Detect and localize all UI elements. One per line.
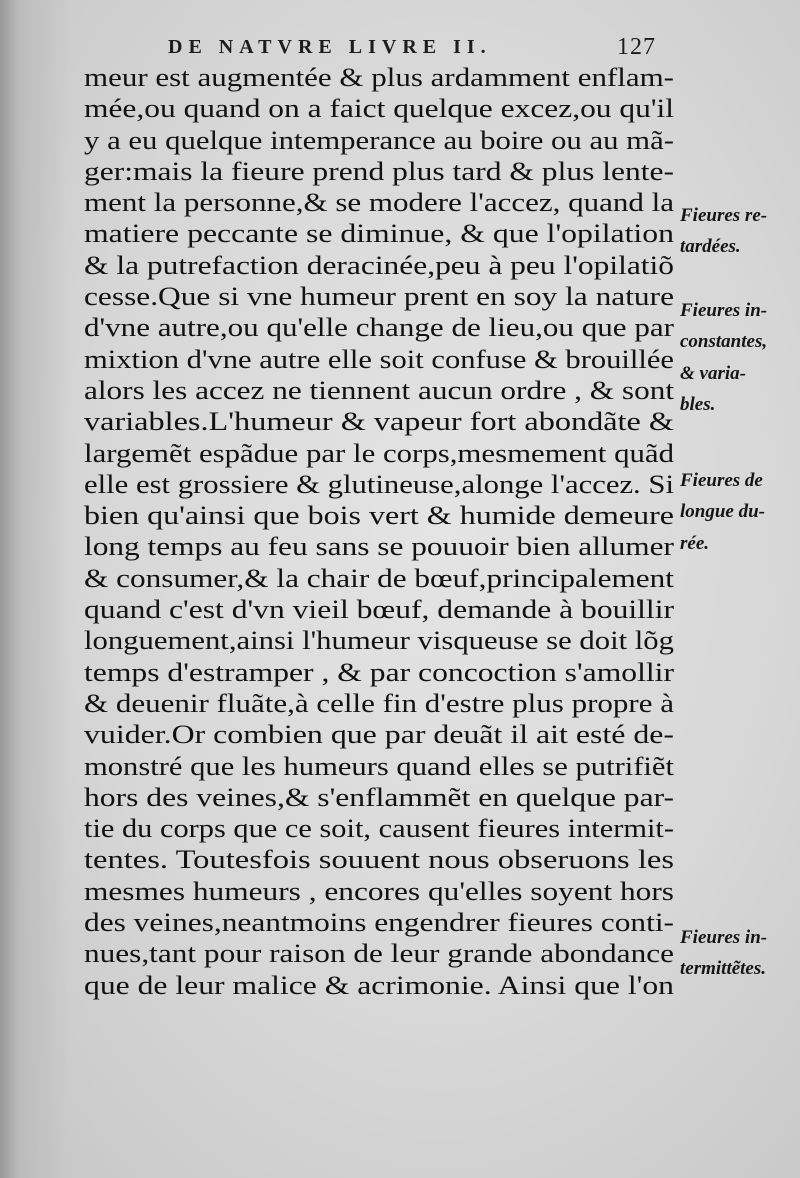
text-line: que de leur malice & acrimonie. Ainsi que l'on <box>84 969 674 1000</box>
text-line: ger:mais la fieure prend plus tard & plus lente- <box>84 155 674 186</box>
text-line: quand c'est d'vn vieil bœuf, demande à bouillir <box>84 594 674 625</box>
text-line: elle est grossiere & glutineuse,alonge l'accez. Si <box>84 468 674 499</box>
marginal-note-line: termittẽtes. <box>680 958 767 980</box>
text-line: meur est augmentée & plus ardamment enflam- <box>84 62 674 92</box>
text-line: & deuenir fluãte,à celle fin d'estre plus propre à <box>84 687 674 718</box>
text-line: mée,ou quand on a faict quelque excez,ou qu'il <box>84 93 674 124</box>
text-line: variables.L'humeur & vapeur fort abondãte & <box>84 406 674 437</box>
text-line: hors des veines,& s'enflammẽt en quelque par- <box>84 781 674 812</box>
running-title: DE NATVRE LIVRE II. <box>168 36 492 58</box>
marginal-note-line: longue du- <box>680 501 765 523</box>
marginal-note-line: tardées. <box>680 236 741 258</box>
marginal-note-line: & varia- <box>680 362 746 384</box>
marginal-note-line: Fieures de <box>680 470 763 491</box>
text-line: mesmes humeurs , encores qu'elles soyent hors <box>84 875 674 906</box>
text-line: tentes. Toutesfois souuent nous obseruons les <box>84 844 674 875</box>
gutter-shadow <box>0 0 70 1178</box>
text-line: long temps au feu sans se pouuoir bien allumer <box>84 531 674 562</box>
marginal-note-line: constantes, <box>680 331 768 353</box>
text-line: y a eu quelque intemperance au boire ou au mã- <box>84 124 674 155</box>
marginal-note-fieures-retardees <box>680 200 798 263</box>
marginal-note-fieures-longue-duree <box>680 465 798 559</box>
body-text <box>84 62 684 1001</box>
text-line: temps d'estramper , & par concoction s'amollir <box>84 656 674 687</box>
marginal-note-line: Fieures in- <box>680 300 768 321</box>
marginal-note-line: rée. <box>680 532 710 554</box>
text-line: monstré que les humeurs quand elles se putrifiẽt <box>84 750 674 781</box>
page-header <box>168 34 668 64</box>
text-line: alors les accez ne tiennent aucun ordre , & sont <box>84 374 674 405</box>
text-line: cesse.Que si vne humeur prent en soy la nature <box>84 281 674 312</box>
text-line: des veines,neantmoins engendrer fieures conti- <box>84 907 674 938</box>
text-line: & la putrefaction deracinée,peu à peu l'opilatiõ <box>84 249 674 280</box>
text-line: & consumer,& la chair de bœuf,principalement <box>84 562 674 593</box>
text-line: ment la personne,& se modere l'accez, quand la <box>84 187 674 218</box>
text-line: mixtion d'vne autre elle soit confuse & brouillée <box>84 343 674 374</box>
marginal-note-fieures-intermittentes <box>680 922 798 985</box>
text-line: bien qu'ainsi que bois vert & humide demeure <box>84 500 674 531</box>
marginal-note-line: bles. <box>680 393 716 415</box>
text-line: matiere peccante se diminue, & que l'opilation <box>84 218 674 249</box>
text-line: tie du corps que ce soit, causent fieures intermit- <box>84 813 674 844</box>
marginal-note-fieures-inconstantes <box>680 295 798 420</box>
text-line: largemẽt espãdue par le corps,mesmement quãd <box>84 437 674 468</box>
marginal-note-line: Fieures in- <box>680 927 768 948</box>
marginal-note-line: Fieures re- <box>680 205 768 226</box>
text-line: nues,tant pour raison de leur grande abondance <box>84 938 674 969</box>
text-line: longuement,ainsi l'humeur visqueuse se doit lõg <box>84 625 674 656</box>
text-line: vuider.Or combien que par deuãt il ait esté de- <box>84 719 674 750</box>
page-number: 127 <box>617 34 656 60</box>
text-line: d'vne autre,ou qu'elle change de lieu,ou que par <box>84 312 674 343</box>
